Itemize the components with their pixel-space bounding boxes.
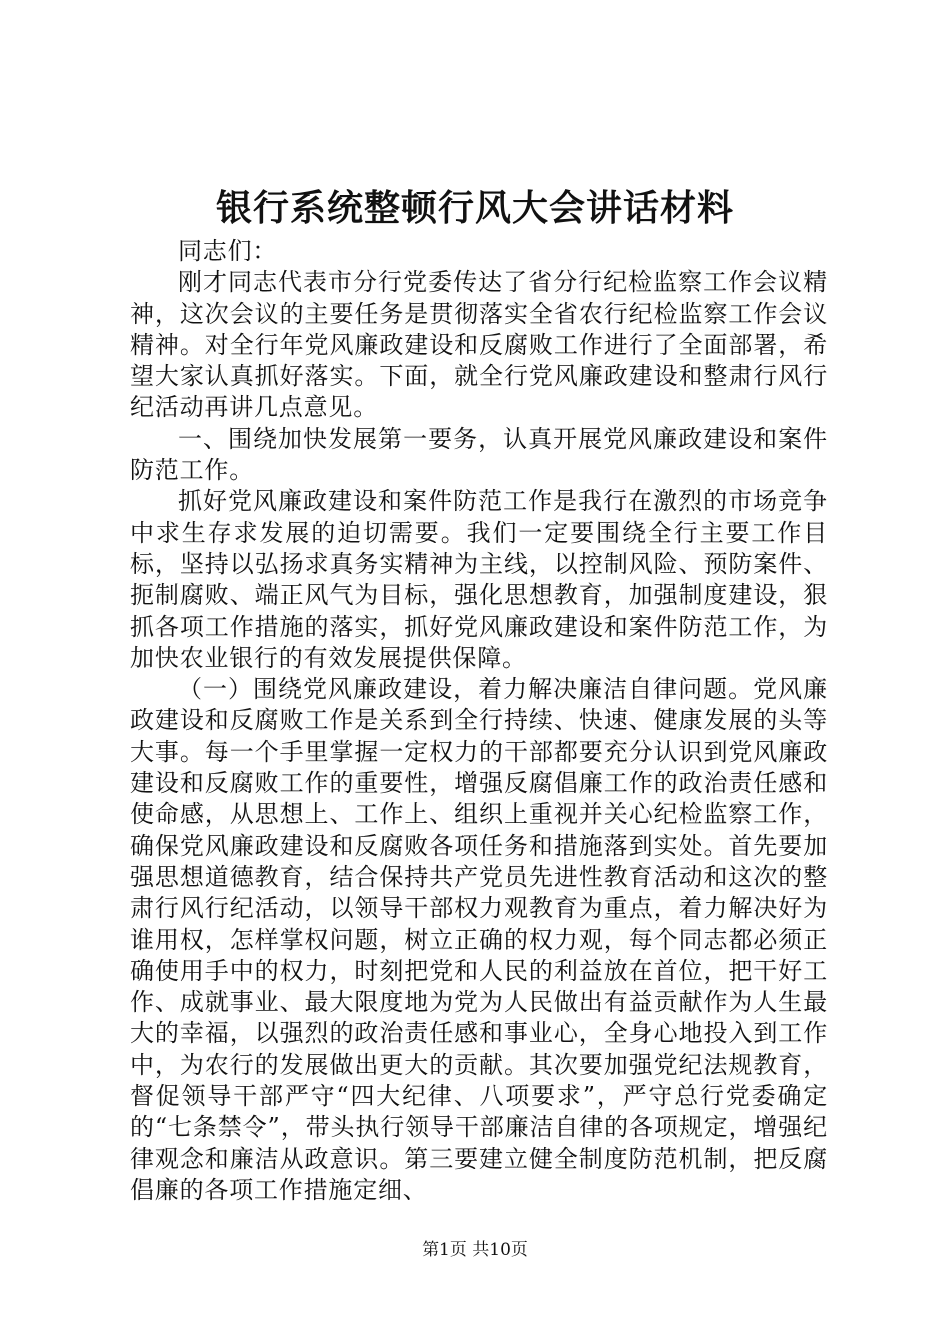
salutation: 同志们： [178,237,278,265]
paragraph-intro: 刚才同志代表市分行党委传达了省分行纪检监察工作会议精神，这次会议的主要任务是贯彻落实全省农行纪检监察工作会议精神。对全行年党风廉政建设和反腐败工作进行了全面部署，希望大家认真抓好落实。下面，就全行党风廉政建设和整肃行风行纪活动再讲几点意见。 [130,268,828,422]
paragraph-subsection-1: （一）围绕党风廉政建设，着力解决廉洁自律问题。党风廉政建设和反腐败工作是关系到全行持续、快速、健康发展的头等大事。每一个手里掌握一定权力的干部都要充分认识到党风廉政建设和反腐败工作的重要性，增强反腐倡廉工作的政治责任感和使命感，从思想上、工作上、组织上重视并关心纪检监察工作，确保党风廉政建设和反腐败各项任务和措施落到实处。首先要加强思想道德教育，结合保持共产党员先进性教育活动和这次的整肃行风行纪活动，以领导干部权力观教育为重点，着力解决好为谁用权，怎样掌权问题，树立正确的权力观，每个同志都必须正确使用手中的权力，时刻把党和人民的利益放在首位，把干好工作、成就事业、最大限度地为党为人民做出有益贡献作为人生最大的幸福，以强烈的政治责任感和事业心，全身心地投入到工作中，为农行的发展做出更大的贡献。其次要加强党纪法规教育，督促领导干部严守“四大纪律、八项要求”，严守总行党委确定的“七条禁令”，带头执行领导干部廉洁自律的各项规定，增强纪律观念和廉洁从政意识。第三要建立健全制度防范机制，把反腐倡廉的各项工作措施定细、 [130,675,828,1204]
document-body [130,236,828,1206]
page-number-footer: 第1页 共10页 [422,1240,528,1260]
paragraph-section-1: 抓好党风廉政建设和案件防范工作是我行在激烈的市场竞争中求生存求发展的迫切需要。我们一定要围绕全行主要工作目标，坚持以弘扬求真务实精神为主线，以控制风险、预防案件、扼制腐败、端正风气为目标，强化思想教育，加强制度建设，狠抓各项工作措施的落实，抓好党风廉政建设和案件防范工作，为加快农业银行的有效发展提供保障。 [130,487,828,672]
section-heading-1: 一、围绕加快发展第一要务，认真开展党风廉政建设和案件防范工作。 [130,424,828,485]
document-title: 银行系统整顿行风大会讲话材料 [215,187,734,229]
